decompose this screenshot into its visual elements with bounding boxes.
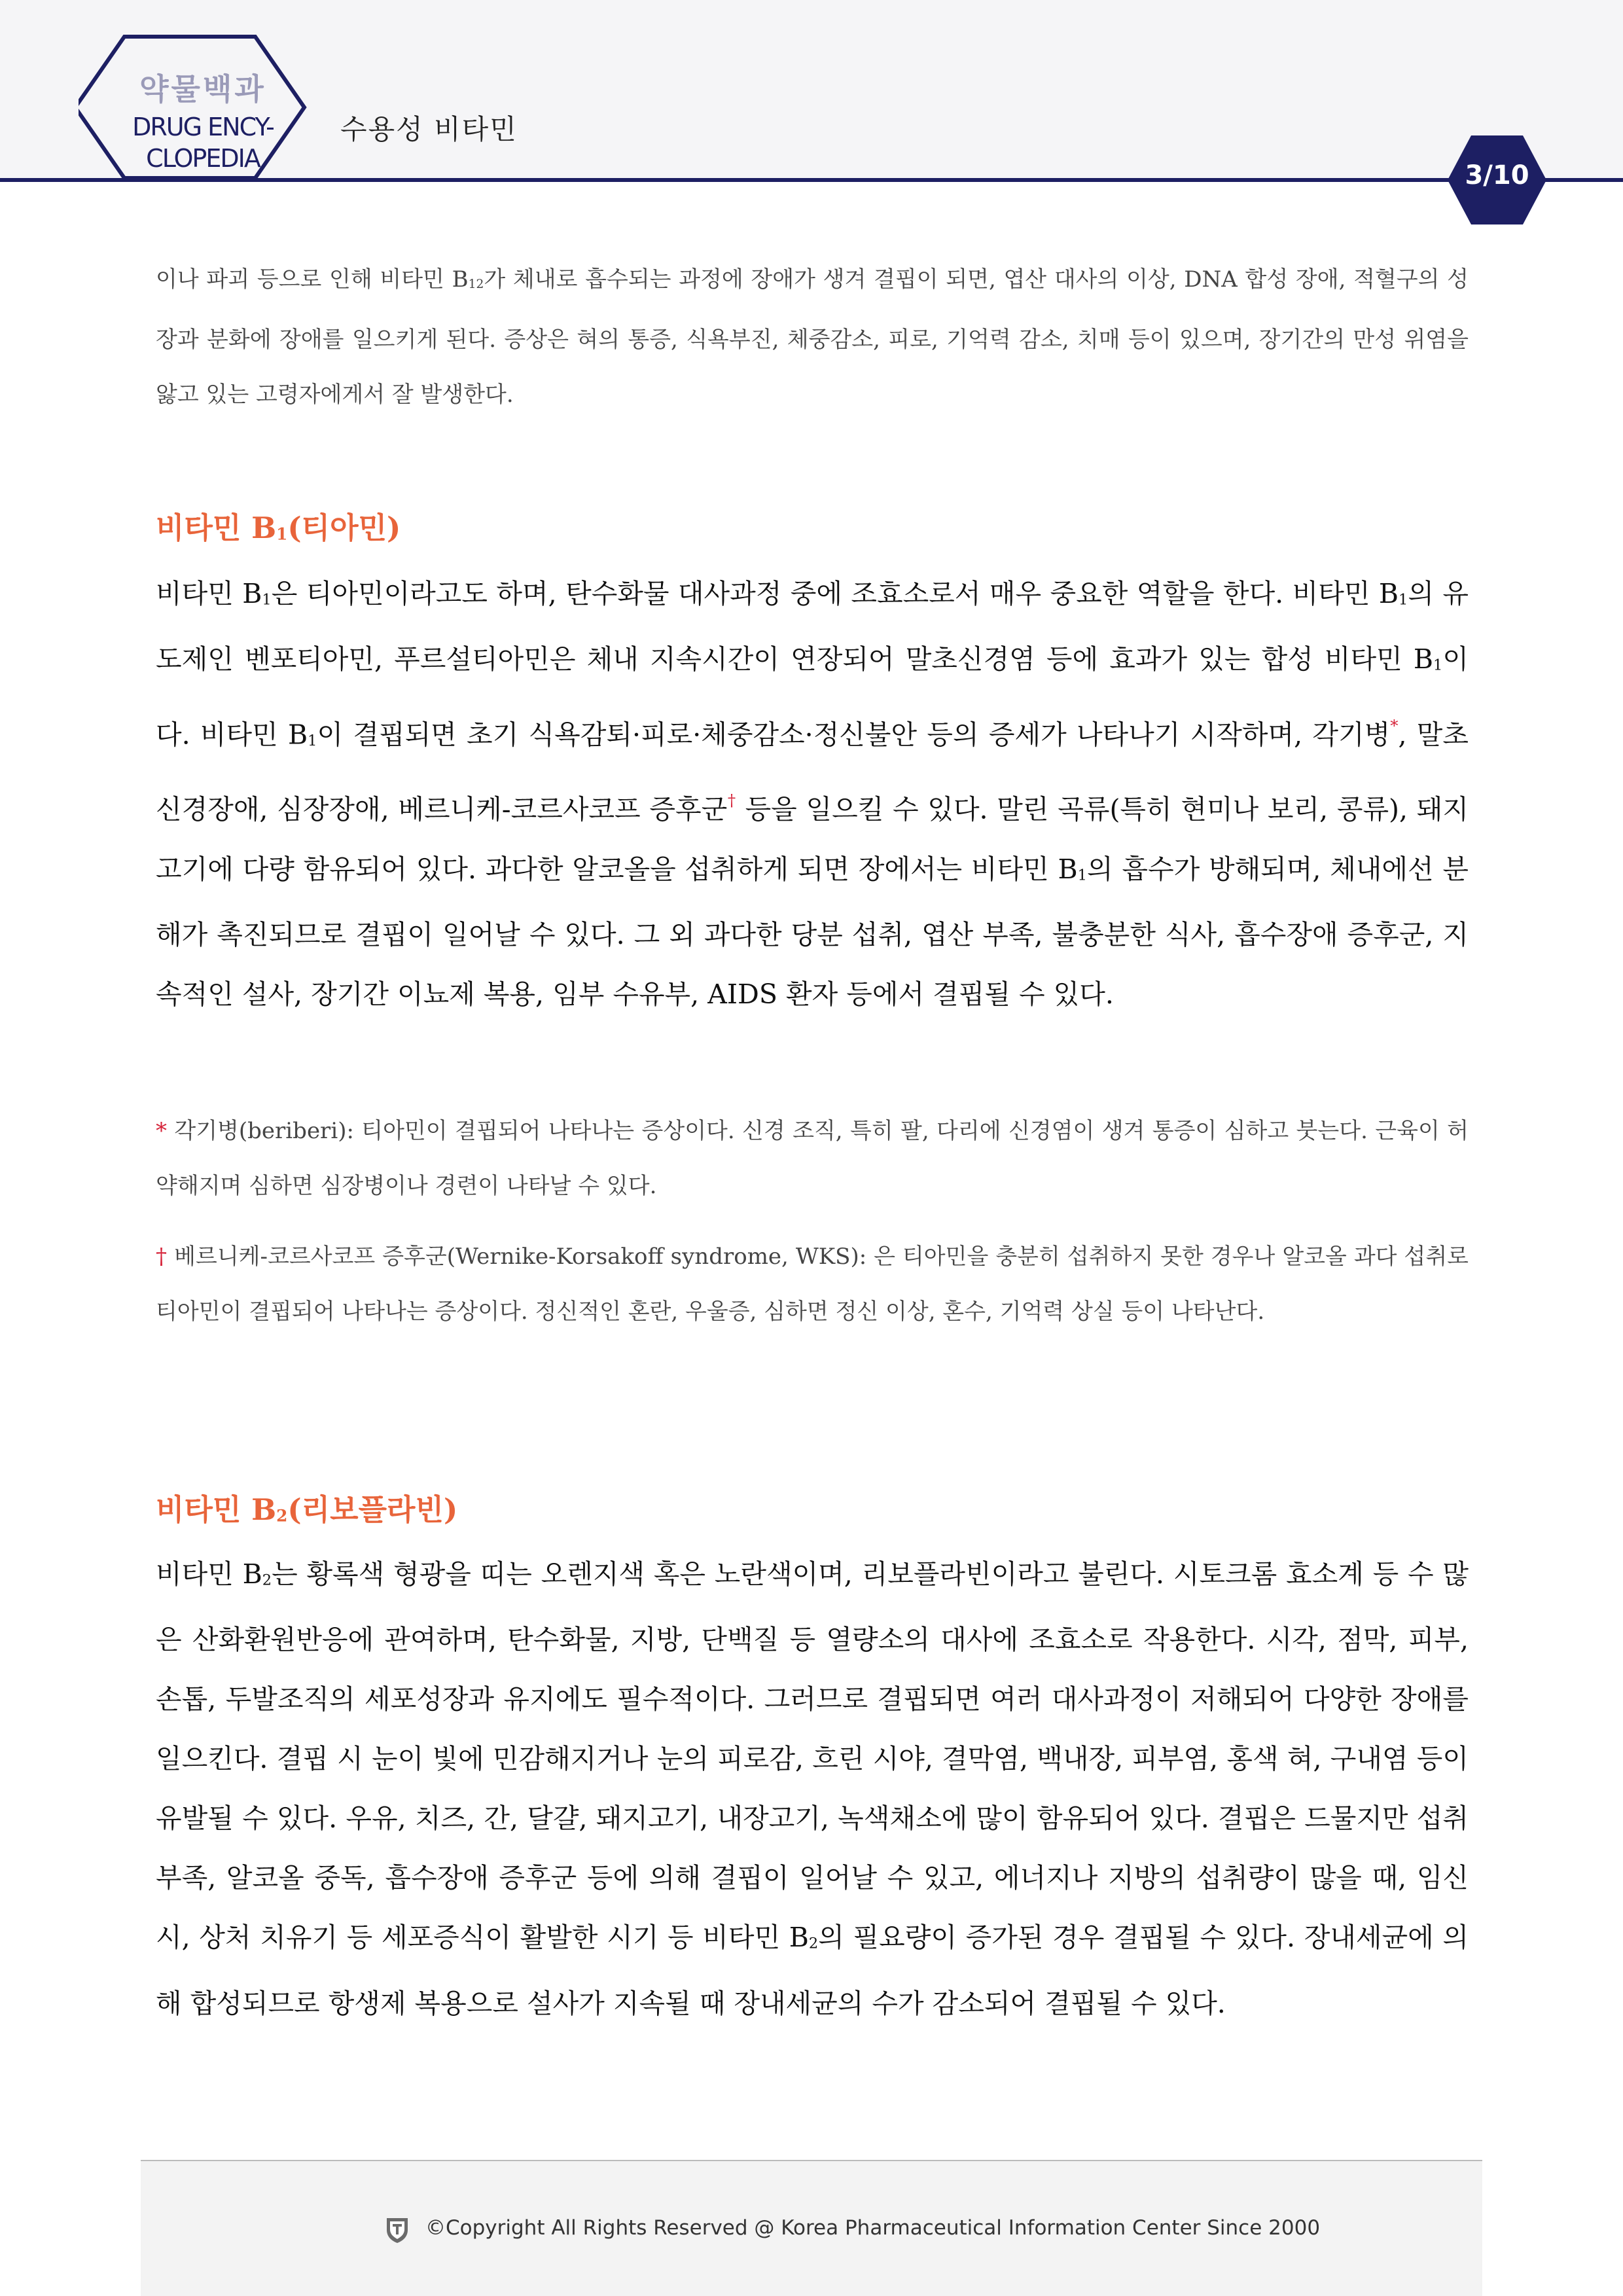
intro-section [156, 252, 1469, 422]
shield-crest-icon [383, 2215, 412, 2244]
intro-paragraph: 이나 파괴 등으로 인해 비타민 $B_{12}$가 체내로 흡수되는 과정에 장애가 생겨 결핍이 되면, 엽산 대사의 이상, DNA 합성 장애, 적혈구의 성장과 분화에 장애를 일으키게 된다. 증상은 혀의 통증, 식욕부진, 체중감소, 피로, 기억력 감소, 치매 등이 있으며, 장기간의 만성 위염을 앓고 있는 고령자에게서 잘 발생한다. [156, 266, 1469, 408]
vitamin-b2-paragraph: 비타민 $B_2$는 황록색 형광을 띠는 오렌지색 혹은 노란색이며, 리보플라빈이라고 불린다. 시토크롬 효소계 등 수 많은 산화환원반응에 관여하며, 탄수화물, 지방, 단백질 등 열량소의 대사에 조효소로 작용한다. 시각, 점막, 피부, 손톱, 두발조직의 세포성장과 유지에도 필수적이다. 그러므로 결핍되면 여러 대사과정이 저해되어 다양한 장애를 일으킨다. 결핍 시 눈이 빛에 민감해지거나 눈의 피로감, 흐린 시야, 결막염, 백내장, 피부염, 홍색 혀, 구내염 등이 유발될 수 있다. 우유, 치즈, 간, 달걀, 돼지고기, 내장고기, 녹색채소에 많이 함유되어 있다. 결핍은 드물지만 섭취 부족, 알코올 중독, 흡수장애 증후군 등에 의해 결핍이 일어날 수 있고, 에너지나 지방의 섭취량이 많을 때, 임신 시, 상처 치유기 등 세포증식이 활발한 시기 등 비타민 $B_2$의 필요량이 증가된 경우 결핍될 수 있다. 장내세균에 의해 합성되므로 항생제 복용으로 설사가 지속될 때 장내세균의 수가 감소되어 결핍될 수 있다. [156, 1558, 1469, 2019]
vitamin-b2-heading-block [156, 1486, 1469, 1528]
footnote-beriberi: * 각기병(beriberi): 티아민이 결핍되어 나타나는 증상이다. 신경 조직, 특히 팔, 다리에 신경염이 생겨 통증이 심하고 붓는다. 근육이 허약해지며 심하면 심장병이나 경련이 나타날 수 있다. [156, 1118, 1469, 1199]
logo-english-line1: DRUG ENCY- [132, 113, 274, 141]
vitamin-b1-paragraph: 비타민 $B_1$은 티아민이라고도 하며, 탄수화물 대사과정 중에 조효소로서 매우 중요한 역할을 한다. 비타민 $B_1$의 유도제인 벤포티아민, 푸르설티아민은 체내 지속시간이 연장되어 말초신경염 등에 효과가 있는 합성 비타민 $B_1$이다. 비타민 $B_1$이 결핍되면 초기 식욕감퇴·피로·체중감소·정신불안 등의 증세가 나타나기 시작하며, 각기병*, 말초신경장애, 심장장애, 베르니케-코르사코프 증후군† 등을 일으킬 수 있다. 말린 곡류(특히 현미나 보리, 콩류), 돼지고기에 다량 함유되어 있다. 과다한 알코올을 섭취하게 되면 장에서는 비타민 $B_1$의 흡수가 방해되며, 체내에선 분해가 촉진되므로 결핍이 일어날 수 있다. 그 외 과다한 당분 섭취, 엽산 부족, 불충분한 식사, 흡수장애 증후군, 지속적인 설사, 장기간 이뇨제 복용, 임부 수유부, AIDS 환자 등에서 결핍될 수 있다. [156, 578, 1469, 1011]
vitamin-b1-section [156, 564, 1469, 1024]
vitamin-b2-heading: 비타민 $B_2$(리보플라빈) [156, 1492, 458, 1527]
page-number: 3/10 [1465, 160, 1529, 190]
logo-korean: 약물백과 [139, 71, 266, 107]
footer-divider [141, 2160, 1482, 2161]
vitamin-b1-heading-block [156, 504, 1469, 547]
logo-english-line2: CLOPEDIA [146, 144, 260, 173]
vitamin-b1-heading: 비타민 $B_1$(티아민) [156, 511, 401, 545]
footnote-wks: † 베르니케-코르사코프 증후군(Wernike-Korsakoff syndrome, WKS): 은 티아민을 충분히 섭취하지 못한 경우나 알코올 과다 섭취로 티아민이 결핍되어 나타나는 증상이다. 정신적인 혼란, 우울증, 심하면 정신 이상, 혼수, 기억력 상실 등이 나타난다. [156, 1244, 1469, 1325]
footnote-mark-dagger: † [727, 791, 736, 810]
copyright-text: ©Copyright All Rights Reserved @ Korea Pharmaceutical Information Center Since 2000 [425, 2216, 1321, 2240]
footnotes-section [156, 1103, 1469, 1339]
vitamin-b2-section [156, 1545, 1469, 2034]
logo-english [111, 111, 294, 174]
footnote-asterisk: * [156, 1118, 167, 1144]
footnote-dagger: † [156, 1244, 168, 1270]
document-title: 수용성 비타민 [340, 113, 518, 145]
footnote-mark-asterisk: * [1390, 715, 1399, 735]
